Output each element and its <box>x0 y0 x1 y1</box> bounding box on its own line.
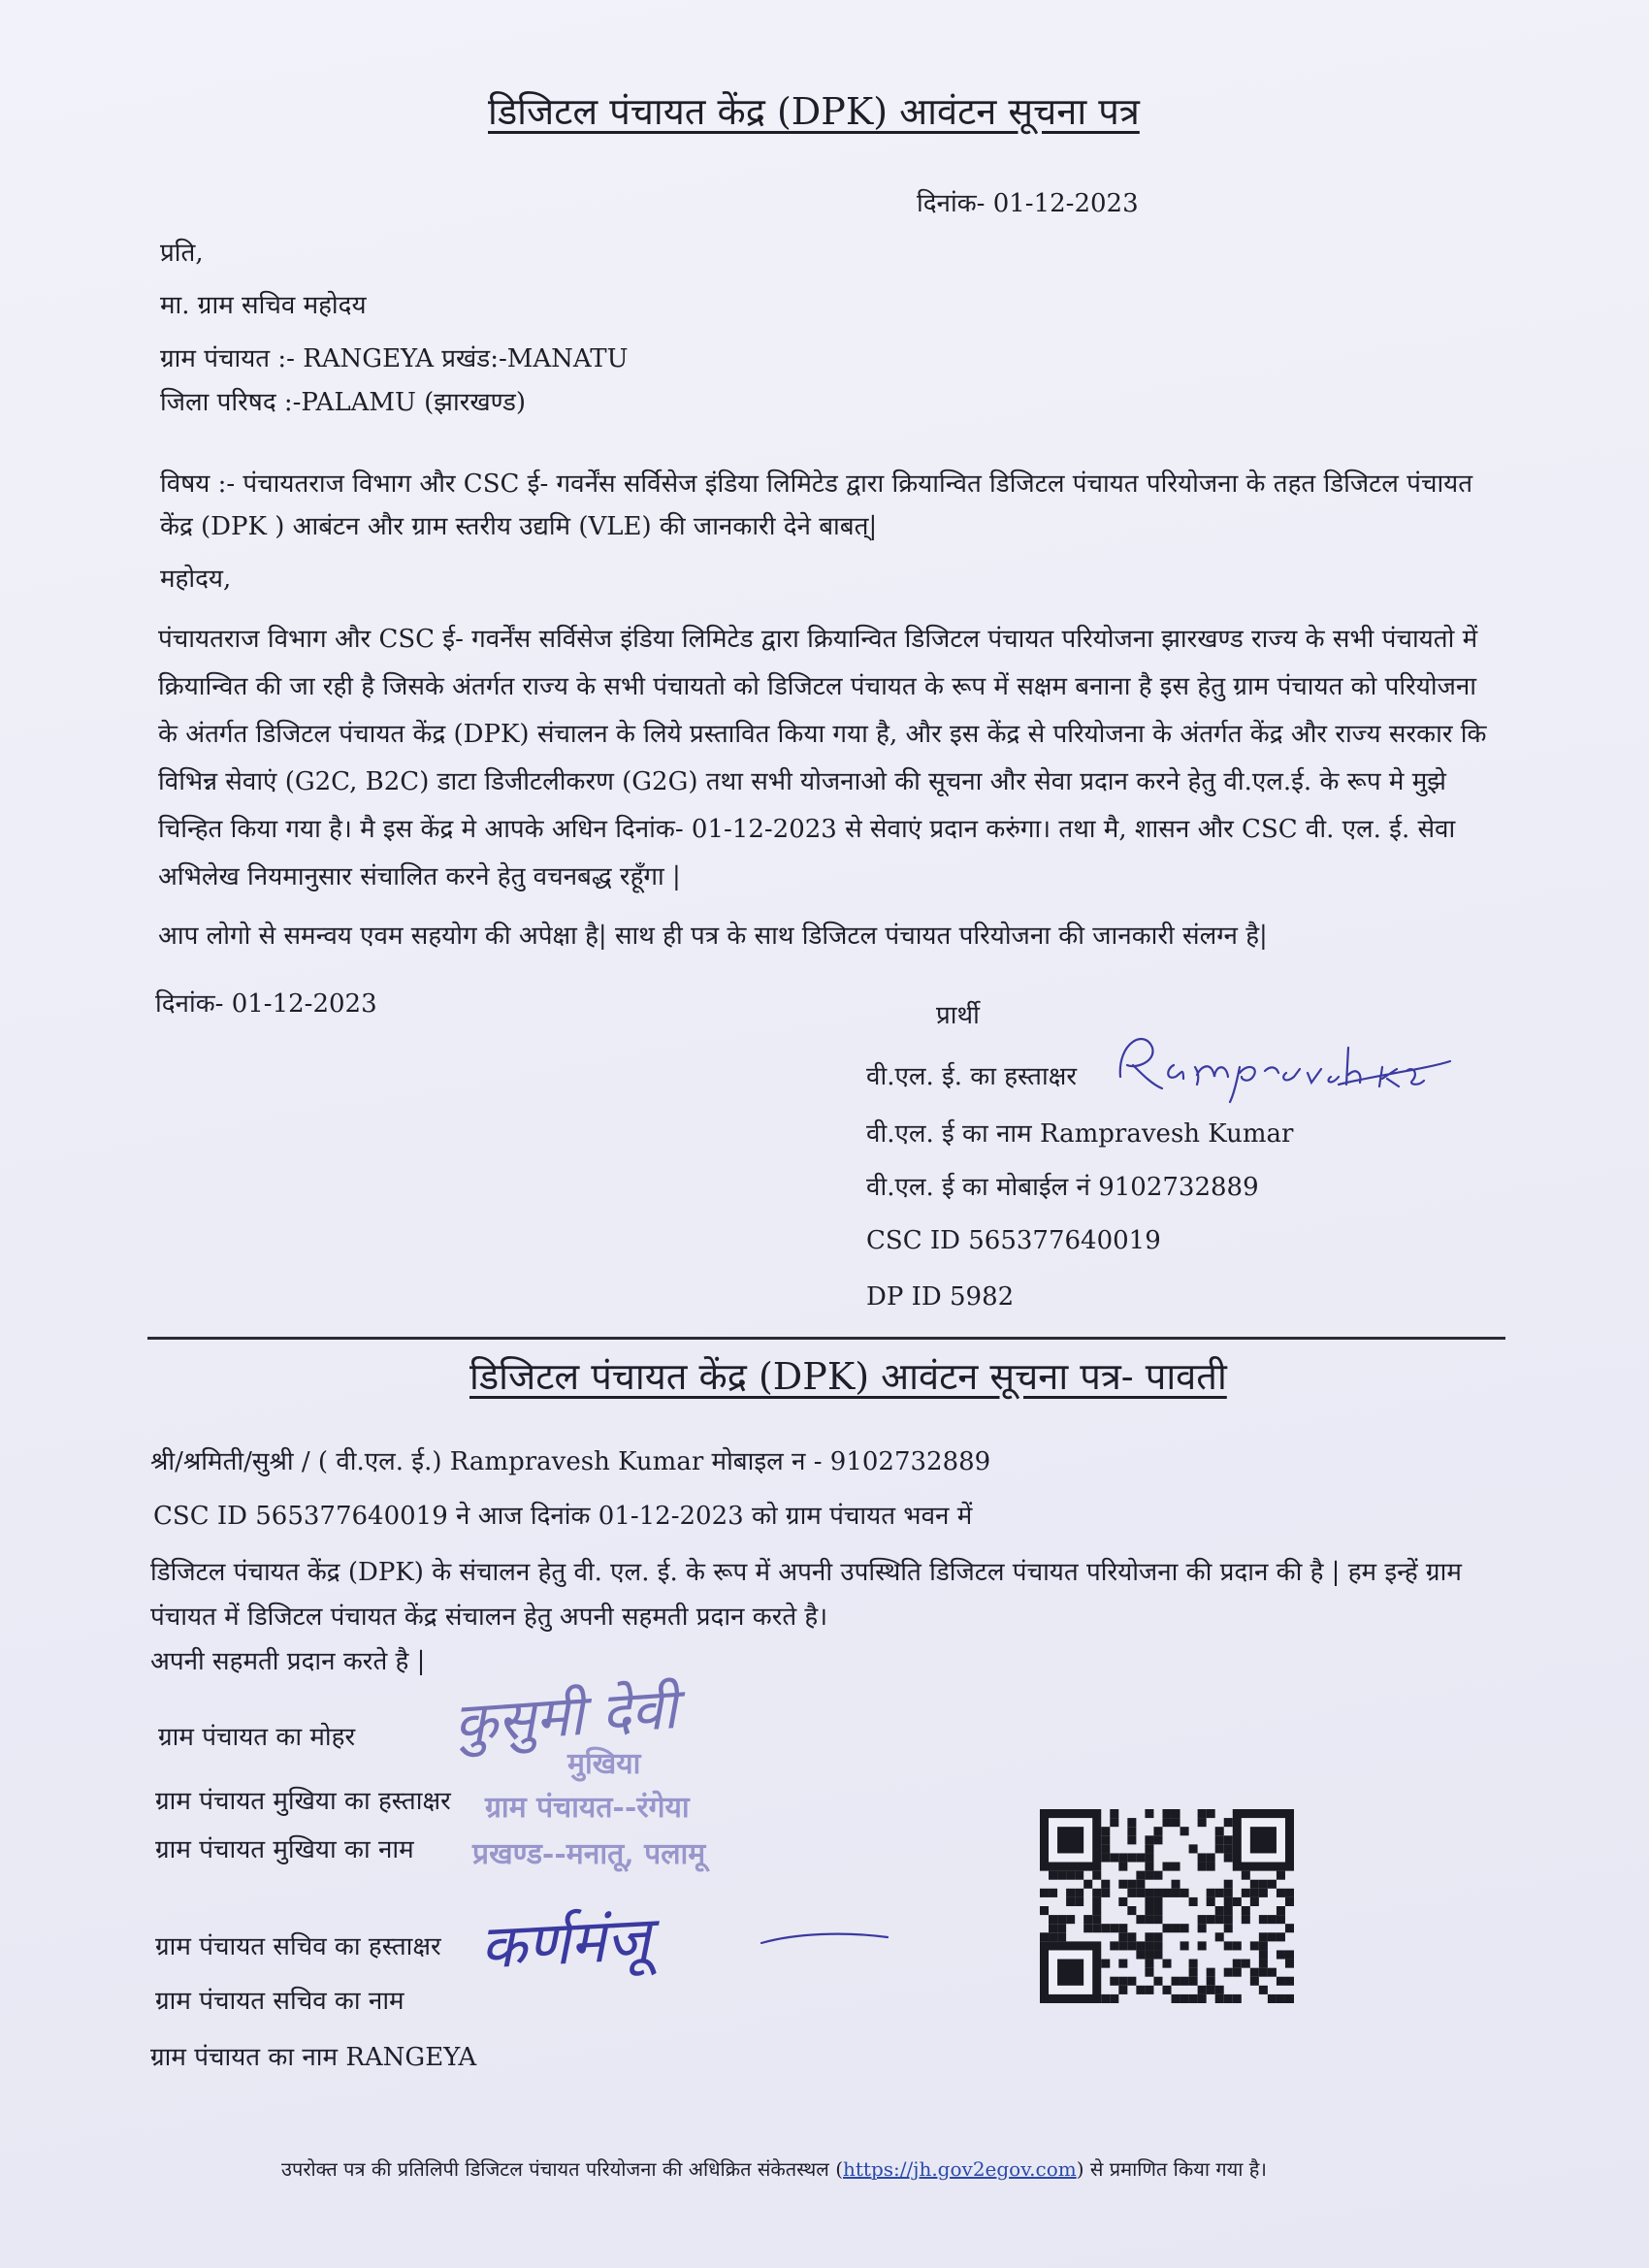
vle-name: वी.एल. ई का नाम Rampravesh Kumar <box>866 1119 1294 1149</box>
body-paragraph: पंचायतराज विभाग और CSC ई- गवर्नेंस सर्विसेज इंडिया लिमिटेड द्वारा क्रियान्वित डिजिटल पंचायत परियोजना झारखण्ड राज्य के सभी पंचायतो में क्रियान्वित की जा रही है जिसके अंतर्गत राज्य के सभी पंचायतो को डिजिटल पंचायत के रूप में सक्षम बनाना है इस हेतु ग्राम पंचायत को परियोजना के अंतर्गत डिजिटल पंचायत केंद्र (DPK) संचालन के लिये प्रस्तावित किया गया है, और इस केंद्र से परियोजना के अंतर्गत केंद्र और राज्य सरकार कि विभिन्न सेवाएं (G2C, B2C) डाटा डिजीटलीकरण (G2G) तथा सभी योजनाओ की सूचना और सेवा प्रदान करने हेतु वी.एल.ई. के रूप मे मुझे चिन्हित किया गया है। मै इस केंद्र मे आपके अधिन दिनांक- 01-12-2023 से सेवाएं प्रदान करुंगा। तथा मै, शासन और CSC वी. एल. ई. सेवा अभिलेख नियमानुसार संचालित करने हेतु वचनबद्ध रहूँगा | <box>158 625 1487 891</box>
stamp-panchayat: ग्राम पंचायत--रंगेया <box>485 1791 690 1825</box>
seal-label: ग्राम पंचायत का मोहर <box>158 1723 356 1752</box>
stamp-block: प्रखण्ड--मनातू, पलामू <box>472 1837 706 1871</box>
receipt-title: डिजिटल पंचायत केंद्र (DPK) आवंटन सूचना पत्र- पावती <box>469 1355 1227 1398</box>
website-link[interactable]: https://jh.gov2egov.com <box>843 2157 1077 2181</box>
applicant-heading: प्रार्थी <box>936 1001 980 1030</box>
page-title: डिजिटल पंचायत केंद्र (DPK) आवंटन सूचना पत्र <box>488 90 1140 133</box>
sachiv-signature: कर्णमंजू <box>478 1902 653 1983</box>
receipt-line3: डिजिटल पंचायत केंद्र (DPK) के संचालन हेतु वी. एल. ई. के रूप में अपनी उपस्थिति डिजिटल पंचायत परियोजना की प्रदान की है | हम इन्हें ग्राम पंचायत में डिजिटल पंचायत केंद्र संचालन हेतु अपनी सहमती प्रदान करते है। <box>150 1558 1462 1632</box>
sachiv-name-label: ग्राम पंचायत सचिव का नाम <box>155 1987 404 2016</box>
sachiv-sign-label: ग्राम पंचायत सचिव का हस्ताक्षर <box>155 1932 441 1961</box>
section-divider <box>147 1337 1505 1340</box>
qr-code <box>1040 1809 1294 2003</box>
receipt-line2: CSC ID 565377640019 ने आज दिनांक 01-12-2023 को ग्राम पंचायत भवन में <box>153 1502 973 1531</box>
vle-mobile: वी.एल. ई का मोबाईल नं 9102732889 <box>866 1173 1259 1202</box>
recipient-line1: मा. ग्राम सचिव महोदय <box>160 291 367 320</box>
receipt-line4: अपनी सहमती प्रदान करते है | <box>150 1647 426 1676</box>
vle-sign-label: वी.एल. ई. का हस्ताक्षर <box>866 1062 1078 1091</box>
vle-csc-id: CSC ID 565377640019 <box>866 1226 1161 1255</box>
request-line: आप लोगो से समन्वय एवम सहयोग की अपेक्षा है| साथ ही पत्र के साथ डिजिटल पंचायत परियोजना की जानकारी संलग्न है| <box>158 922 1268 951</box>
mukhiya-signature: कुसुमी देवी <box>451 1675 680 1757</box>
bottom-note-prefix: उपरोक्त पत्र की प्रतिलिपी डिजिटल पंचायत परियोजना की अधिक्रित संकेतस्थल ( <box>281 2157 843 2181</box>
footer-date: दिनांक- 01-12-2023 <box>155 989 377 1019</box>
panchayat-name: ग्राम पंचायत का नाम RANGEYA <box>150 2043 477 2072</box>
mukhiya-name-label: ग्राम पंचायत मुखिया का नाम <box>155 1835 414 1864</box>
subject: विषय :- पंचायतराज विभाग और CSC ई- गवर्नेंस सर्विसेज इंडिया लिमिटेड द्वारा क्रियान्वित डिजिटल पंचायत परियोजना के तहत डिजिटल पंचायत केंद्र (DPK ) आबंटन और ग्राम स्तरीय उद्यमि (VLE) की जानकारी देने बाबत्| <box>160 470 1473 541</box>
vle-dp-id: DP ID 5982 <box>866 1282 1015 1312</box>
receipt-line1: श्री/श्रमिती/सुश्री / ( वी.एल. ई.) Rampravesh Kumar मोबाइल न - 9102732889 <box>150 1447 991 1476</box>
letter-date: दिनांक- 01-12-2023 <box>917 189 1139 218</box>
recipient-line2: ग्राम पंचायत :- RANGEYA प्रखंड:-MANATU <box>160 344 629 373</box>
mukhiya-sign-label: ग्राम पंचायत मुखिया का हस्ताक्षर <box>155 1787 451 1816</box>
vle-signature <box>1106 1019 1455 1106</box>
stamp-designation: मुखिया <box>567 1747 641 1781</box>
recipient-line3: जिला परिषद :-PALAMU (झारखण्ड) <box>160 388 526 417</box>
bottom-note <box>281 2155 1267 2183</box>
salutation: महोदय, <box>160 565 232 594</box>
signature-tail <box>757 1926 892 1955</box>
bottom-note-suffix: ) से प्रमाणित किया गया है। <box>1076 2157 1267 2181</box>
recipient-prati: प्रति, <box>160 239 204 268</box>
